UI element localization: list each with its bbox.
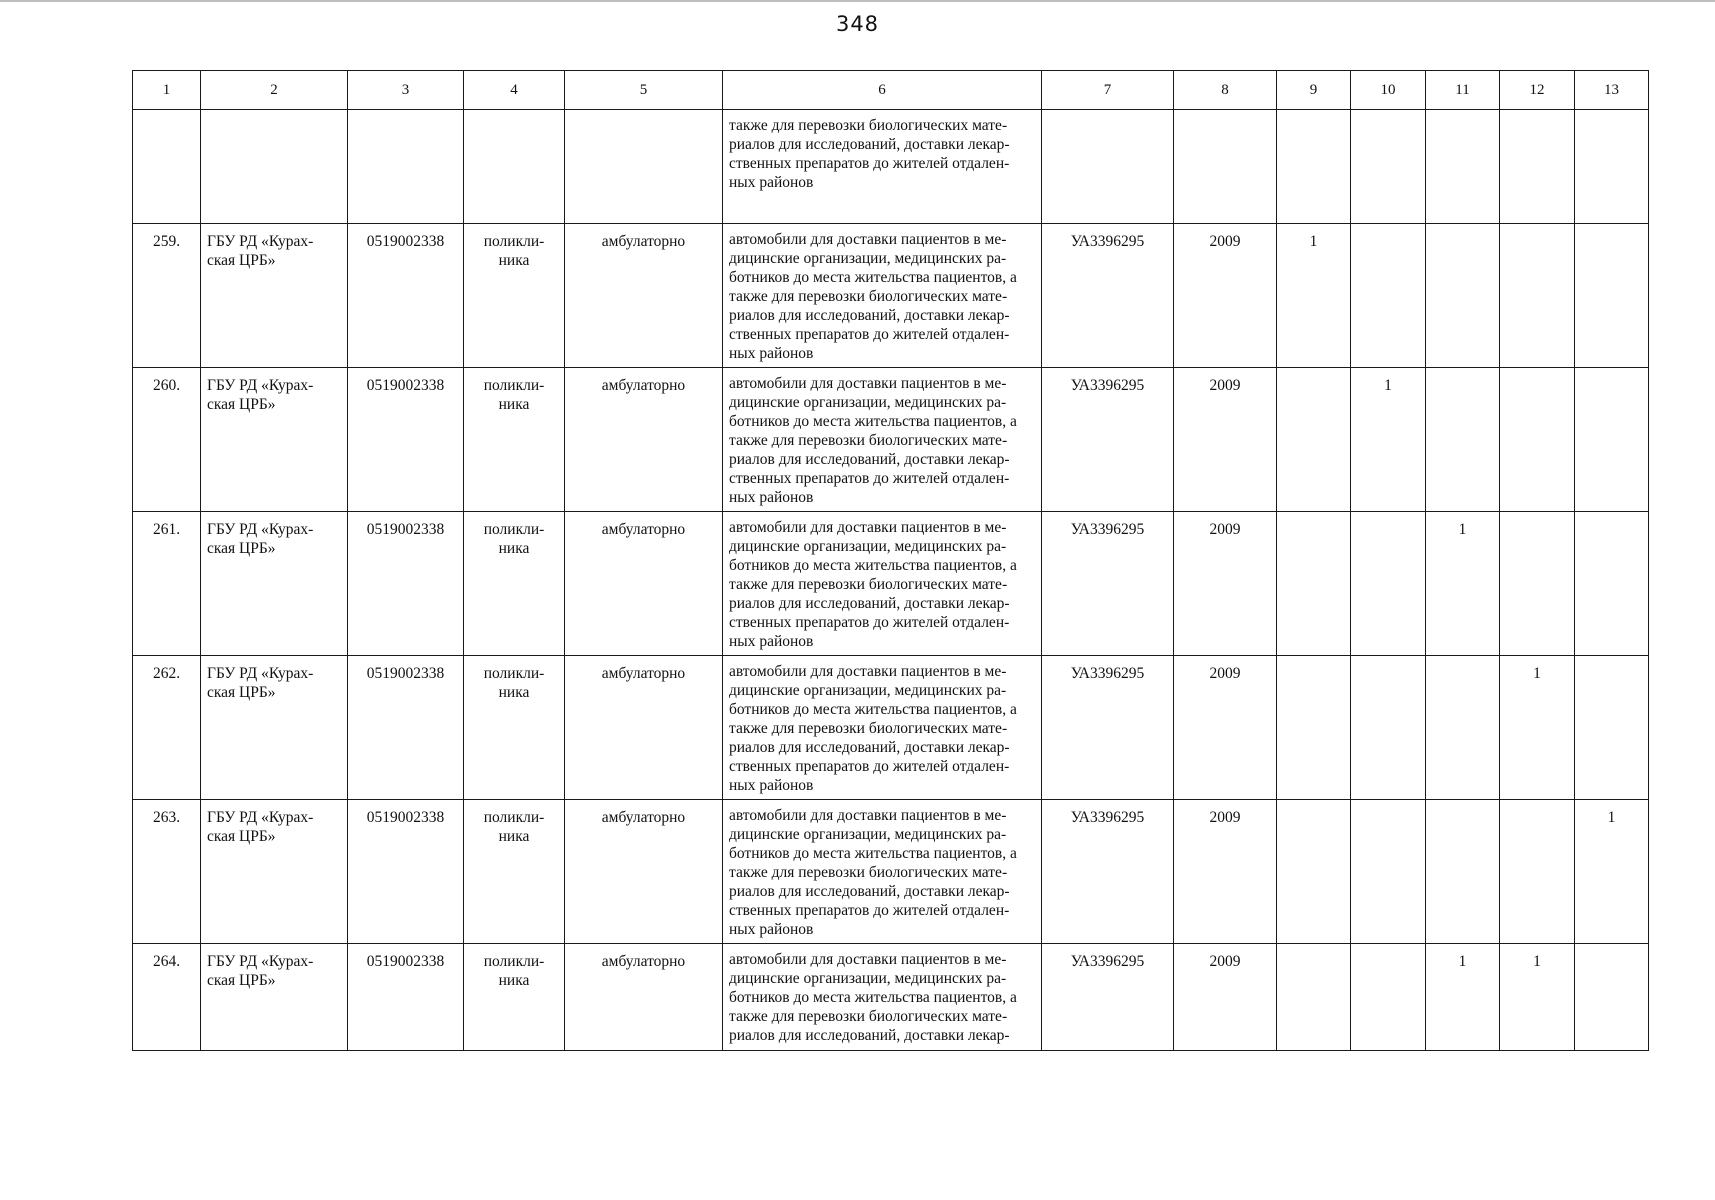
- organization-cell-text: ГБУ РД «Курах- ская ЦРБ»: [207, 377, 314, 413]
- unit-type-cell: [464, 656, 565, 800]
- row-number-cell: [133, 224, 201, 368]
- count-cell-col-9-text: [1277, 656, 1350, 664]
- year-cell-text: 2009: [1209, 377, 1241, 394]
- inn-cell-text: 0519002338: [366, 953, 445, 970]
- unit-type-cell-text: поликли- ника: [483, 665, 545, 701]
- care-form-cell: [565, 368, 723, 512]
- vehicle-purpose-cell-text: автомобили для доставки пациентов в ме- дицинские организации, медицинских ра- ботников до места жительства пациентов, а также для перевозки биологических мате- риалов для исследований, доставки лекар-: [729, 951, 1017, 1044]
- inn-cell-text: 0519002338: [366, 809, 445, 826]
- count-cell-col-13-text: [1575, 512, 1648, 520]
- vehicle-id-cell: [1042, 512, 1174, 656]
- count-cell-col-9: [1277, 800, 1351, 944]
- count-cell-col-11: [1426, 656, 1500, 800]
- count-cell-col-9-text: [1277, 944, 1350, 952]
- year-cell-text: 2009: [1209, 809, 1241, 826]
- vehicle-purpose-cell: [723, 944, 1042, 1051]
- vehicle-id-cell-text: УА3396295: [1070, 521, 1145, 538]
- count-cell-col-12-text: [1500, 368, 1574, 376]
- unit-type-cell-text: поликли- ника: [483, 233, 545, 269]
- count-cell-col-12: [1500, 224, 1575, 368]
- inn-cell: [348, 800, 464, 944]
- column-header: 4: [464, 71, 565, 110]
- year-cell: [1174, 800, 1277, 944]
- vehicle-id-cell-text: [1042, 110, 1173, 118]
- count-cell-col-10: [1351, 224, 1426, 368]
- column-header: 1: [133, 71, 201, 110]
- inn-cell-text: [348, 110, 463, 118]
- unit-type-cell: [464, 512, 565, 656]
- column-header: 6: [723, 71, 1042, 110]
- organization-cell: [201, 110, 348, 224]
- vehicle-id-cell-text: УА3396295: [1070, 665, 1145, 682]
- vehicle-purpose-cell-text: автомобили для доставки пациентов в ме- дицинские организации, медицинских ра- ботников до места жительства пациентов, а также для перевозки биологических мате- риалов для исследований, доставки лекар- ственных препаратов до жителей отдален- ных районов: [729, 231, 1017, 362]
- count-cell-col-13-text: [1575, 110, 1648, 118]
- count-cell-col-13-text: [1575, 656, 1648, 664]
- row-number-cell-text: 261.: [152, 521, 181, 538]
- count-cell-col-11-text: [1426, 656, 1499, 664]
- count-cell-col-13: [1575, 110, 1649, 224]
- table-row: [133, 800, 1649, 944]
- column-header: 9: [1277, 71, 1351, 110]
- column-number-header-row: [133, 71, 1649, 110]
- count-cell-col-10: [1351, 512, 1426, 656]
- count-cell-col-10: [1351, 656, 1426, 800]
- row-number-cell: [133, 800, 201, 944]
- year-cell-text: 2009: [1209, 953, 1241, 970]
- vehicle-purpose-cell: [723, 800, 1042, 944]
- count-cell-col-11: [1426, 224, 1500, 368]
- count-cell-col-11-text: [1426, 800, 1499, 808]
- count-cell-col-10: [1351, 368, 1426, 512]
- count-cell-col-13: [1575, 656, 1649, 800]
- count-cell-col-11: [1426, 110, 1500, 224]
- inn-cell: [348, 512, 464, 656]
- row-number-cell-text: [133, 110, 200, 118]
- count-cell-col-12: [1500, 368, 1575, 512]
- inn-cell-text: 0519002338: [366, 377, 445, 394]
- count-cell-col-13: [1575, 944, 1649, 1051]
- organization-cell-text: [201, 110, 347, 118]
- year-cell: [1174, 512, 1277, 656]
- table-row: [133, 512, 1649, 656]
- organization-cell-text: ГБУ РД «Курах- ская ЦРБ»: [207, 809, 314, 845]
- inn-cell-text: 0519002338: [366, 665, 445, 682]
- unit-type-cell-text: поликли- ника: [483, 953, 545, 989]
- inn-cell: [348, 368, 464, 512]
- row-number-cell-text: 262.: [152, 665, 181, 682]
- inn-cell: [348, 944, 464, 1051]
- register-table: [132, 70, 1649, 1051]
- vehicle-id-cell: [1042, 110, 1174, 224]
- organization-cell: [201, 224, 348, 368]
- count-cell-col-9: [1277, 512, 1351, 656]
- count-cell-col-10: [1351, 110, 1426, 224]
- count-cell-col-9: [1277, 224, 1351, 368]
- vehicle-id-cell: [1042, 368, 1174, 512]
- care-form-cell: [565, 944, 723, 1051]
- unit-type-cell: [464, 368, 565, 512]
- count-cell-col-10-text: [1351, 656, 1425, 664]
- scan-top-edge: [0, 0, 1715, 2]
- count-cell-col-9-text: 1: [1309, 233, 1318, 250]
- year-cell-text: 2009: [1209, 233, 1241, 250]
- organization-cell: [201, 368, 348, 512]
- column-header: 5: [565, 71, 723, 110]
- vehicle-id-cell: [1042, 224, 1174, 368]
- row-number-cell-text: 259.: [152, 233, 181, 250]
- vehicle-purpose-cell-text: автомобили для доставки пациентов в ме- дицинские организации, медицинских ра- ботников до места жительства пациентов, а также для перевозки биологических мате- риалов для исследований, доставки лекар- ственных препаратов до жителей отдален- ных районов: [729, 519, 1017, 650]
- column-header: 13: [1575, 71, 1649, 110]
- unit-type-cell: [464, 110, 565, 224]
- count-cell-col-9-text: [1277, 800, 1350, 808]
- count-cell-col-9: [1277, 110, 1351, 224]
- count-cell-col-9-text: [1277, 368, 1350, 376]
- count-cell-col-10-text: [1351, 944, 1425, 952]
- unit-type-cell: [464, 800, 565, 944]
- count-cell-col-12: [1500, 800, 1575, 944]
- count-cell-col-12-text: [1500, 224, 1574, 232]
- vehicle-id-cell-text: УА3396295: [1070, 809, 1145, 826]
- care-form-cell: [565, 656, 723, 800]
- count-cell-col-12-text: [1500, 110, 1574, 118]
- count-cell-col-9: [1277, 368, 1351, 512]
- vehicle-purpose-cell-text: автомобили для доставки пациентов в ме- дицинские организации, медицинских ра- ботников до места жительства пациентов, а также для перевозки биологических мате- риалов для исследований, доставки лекар- ственных препаратов до жителей отдален- ных районов: [729, 375, 1017, 506]
- vehicle-purpose-cell: [723, 110, 1042, 224]
- organization-cell: [201, 656, 348, 800]
- organization-cell: [201, 800, 348, 944]
- count-cell-col-13: [1575, 512, 1649, 656]
- unit-type-cell-text: поликли- ника: [483, 521, 545, 557]
- table-row: [133, 224, 1649, 368]
- column-header: 7: [1042, 71, 1174, 110]
- row-number-cell-text: 263.: [152, 809, 181, 826]
- vehicle-purpose-cell-text: также для перевозки биологических мате- риалов для исследований, доставки лекар- ственных препаратов до жителей отдален- ных районов: [729, 117, 1010, 191]
- table-row: [133, 944, 1649, 1051]
- count-cell-col-13-text: [1575, 224, 1648, 232]
- count-cell-col-11-text: 1: [1458, 953, 1467, 970]
- count-cell-col-13-text: [1575, 368, 1648, 376]
- column-header: 3: [348, 71, 464, 110]
- vehicle-purpose-cell: [723, 512, 1042, 656]
- vehicle-purpose-cell: [723, 656, 1042, 800]
- care-form-cell-text: амбулаторно: [601, 521, 686, 538]
- column-header: 8: [1174, 71, 1277, 110]
- count-cell-col-13-text: [1575, 944, 1648, 952]
- row-number-cell: [133, 110, 201, 224]
- count-cell-col-9: [1277, 944, 1351, 1051]
- vehicle-purpose-cell-text: автомобили для доставки пациентов в ме- дицинские организации, медицинских ра- ботников до места жительства пациентов, а также для перевозки биологических мате- риалов для исследований, доставки лекар- ственных препаратов до жителей отдален- ных районов: [729, 663, 1017, 794]
- row-number-cell: [133, 944, 201, 1051]
- vehicle-id-cell: [1042, 944, 1174, 1051]
- count-cell-col-12: [1500, 944, 1575, 1051]
- care-form-cell: [565, 512, 723, 656]
- count-cell-col-13: [1575, 224, 1649, 368]
- count-cell-col-11-text: [1426, 110, 1499, 118]
- count-cell-col-10: [1351, 800, 1426, 944]
- care-form-cell: [565, 110, 723, 224]
- table-row: [133, 110, 1649, 224]
- inn-cell-text: 0519002338: [366, 233, 445, 250]
- organization-cell: [201, 512, 348, 656]
- care-form-cell-text: амбулаторно: [601, 665, 686, 682]
- count-cell-col-11: [1426, 944, 1500, 1051]
- count-cell-col-11-text: [1426, 368, 1499, 376]
- table-row: [133, 368, 1649, 512]
- count-cell-col-11: [1426, 368, 1500, 512]
- unit-type-cell: [464, 224, 565, 368]
- count-cell-col-10-text: [1351, 110, 1425, 118]
- year-cell-text: [1174, 110, 1276, 118]
- count-cell-col-10-text: 1: [1384, 377, 1392, 394]
- inn-cell-text: 0519002338: [366, 521, 445, 538]
- count-cell-col-13: [1575, 368, 1649, 512]
- care-form-cell-text: амбулаторно: [601, 809, 686, 826]
- vehicle-id-cell-text: УА3396295: [1070, 377, 1145, 394]
- vehicle-purpose-cell: [723, 224, 1042, 368]
- vehicle-id-cell: [1042, 800, 1174, 944]
- organization-cell-text: ГБУ РД «Курах- ская ЦРБ»: [207, 233, 314, 269]
- vehicle-purpose-cell: [723, 368, 1042, 512]
- care-form-cell-text: амбулаторно: [601, 233, 686, 250]
- year-cell: [1174, 944, 1277, 1051]
- count-cell-col-12-text: 1: [1533, 953, 1541, 970]
- count-cell-col-12: [1500, 110, 1575, 224]
- vehicle-id-cell-text: УА3396295: [1070, 953, 1145, 970]
- column-header: 10: [1351, 71, 1426, 110]
- register-table-body: [133, 110, 1649, 1051]
- count-cell-col-13-text: 1: [1607, 809, 1616, 826]
- row-number-cell: [133, 512, 201, 656]
- count-cell-col-10-text: [1351, 224, 1425, 232]
- count-cell-col-9-text: [1277, 512, 1350, 520]
- inn-cell: [348, 656, 464, 800]
- count-cell-col-12-text: [1500, 512, 1574, 520]
- column-header: 12: [1500, 71, 1575, 110]
- organization-cell-text: ГБУ РД «Курах- ская ЦРБ»: [207, 953, 314, 989]
- vehicle-id-cell-text: УА3396295: [1070, 233, 1145, 250]
- organization-cell-text: ГБУ РД «Курах- ская ЦРБ»: [207, 665, 314, 701]
- count-cell-col-11: [1426, 800, 1500, 944]
- year-cell: [1174, 224, 1277, 368]
- unit-type-cell-text: [464, 110, 564, 118]
- column-header: 11: [1426, 71, 1500, 110]
- inn-cell: [348, 224, 464, 368]
- unit-type-cell-text: поликли- ника: [483, 809, 545, 845]
- count-cell-col-12: [1500, 512, 1575, 656]
- year-cell: [1174, 110, 1277, 224]
- count-cell-col-9-text: [1277, 110, 1350, 118]
- count-cell-col-10-text: [1351, 800, 1425, 808]
- care-form-cell-text: амбулаторно: [601, 377, 686, 394]
- inn-cell: [348, 110, 464, 224]
- row-number-cell: [133, 368, 201, 512]
- organization-cell: [201, 944, 348, 1051]
- count-cell-col-13: [1575, 800, 1649, 944]
- count-cell-col-9: [1277, 656, 1351, 800]
- count-cell-col-12-text: 1: [1533, 665, 1541, 682]
- year-cell: [1174, 368, 1277, 512]
- row-number-cell-text: 264.: [152, 953, 181, 970]
- care-form-cell: [565, 224, 723, 368]
- count-cell-col-10-text: [1351, 512, 1425, 520]
- count-cell-col-11-text: [1426, 224, 1499, 232]
- count-cell-col-11: [1426, 512, 1500, 656]
- page-number: 348: [835, 12, 880, 36]
- care-form-cell: [565, 800, 723, 944]
- column-header: 2: [201, 71, 348, 110]
- unit-type-cell-text: поликли- ника: [483, 377, 545, 413]
- year-cell-text: 2009: [1209, 521, 1241, 538]
- row-number-cell-text: 260.: [152, 377, 181, 394]
- table-row: [133, 656, 1649, 800]
- unit-type-cell: [464, 944, 565, 1051]
- care-form-cell-text: [565, 110, 722, 118]
- count-cell-col-12: [1500, 656, 1575, 800]
- row-number-cell: [133, 656, 201, 800]
- year-cell: [1174, 656, 1277, 800]
- count-cell-col-10: [1351, 944, 1426, 1051]
- count-cell-col-11-text: 1: [1458, 521, 1467, 538]
- year-cell-text: 2009: [1209, 665, 1241, 682]
- care-form-cell-text: амбулаторно: [601, 953, 686, 970]
- vehicle-id-cell: [1042, 656, 1174, 800]
- organization-cell-text: ГБУ РД «Курах- ская ЦРБ»: [207, 521, 314, 557]
- vehicle-purpose-cell-text: автомобили для доставки пациентов в ме- дицинские организации, медицинских ра- ботников до места жительства пациентов, а также для перевозки биологических мате- риалов для исследований, доставки лекар- ственных препаратов до жителей отдален- ных районов: [729, 807, 1017, 938]
- count-cell-col-12-text: [1500, 800, 1574, 808]
